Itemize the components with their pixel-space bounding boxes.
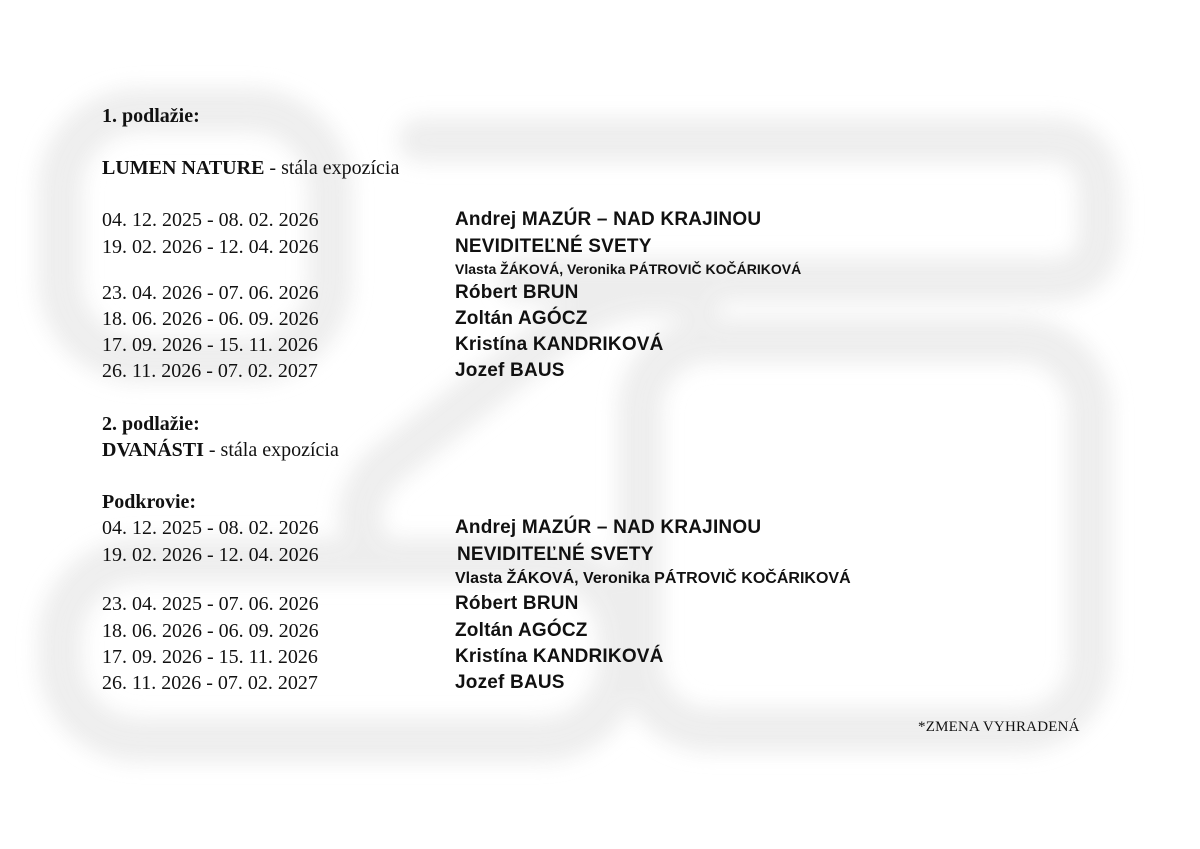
- floor1-permanent-title: LUMEN NATURE: [102, 157, 265, 179]
- schedule-dates: 18. 06. 2026 - 06. 09. 2026: [102, 308, 319, 330]
- exhibition-name: Róbert BRUN: [455, 282, 579, 303]
- floor2-heading: 2. podlažie:: [102, 413, 200, 435]
- schedule-dates: 04. 12. 2025 - 08. 02. 2026: [102, 517, 319, 539]
- exhibition-authors: Vlasta ŽÁKOVÁ, Veronika PÁTROVIČ KOČÁRIKOVÁ: [455, 261, 802, 277]
- schedule-dates: 04. 12. 2025 - 08. 02. 2026: [102, 209, 319, 231]
- floor2-permanent-title: DVANÁSTI: [102, 439, 204, 461]
- exhibition-name: Kristína KANDRIKOVÁ: [455, 334, 664, 355]
- schedule-dates: 19. 02. 2026 - 12. 04. 2026: [102, 544, 319, 566]
- exhibition-name: Zoltán AGÓCZ: [455, 308, 588, 329]
- footnote: *ZMENA VYHRADENÁ: [918, 719, 1080, 735]
- schedule-dates: 17. 09. 2026 - 15. 11. 2026: [102, 334, 318, 356]
- exhibition-name: Jozef BAUS: [455, 360, 565, 381]
- schedule-dates: 23. 04. 2026 - 07. 06. 2026: [102, 282, 319, 304]
- schedule-dates: 17. 09. 2026 - 15. 11. 2026: [102, 646, 318, 668]
- exhibition-name: Jozef BAUS: [455, 672, 565, 693]
- schedule-dates: 19. 02. 2026 - 12. 04. 2026: [102, 236, 319, 258]
- schedule-dates: 23. 04. 2025 - 07. 06. 2026: [102, 593, 319, 615]
- floor1-permanent: [102, 156, 399, 180]
- schedule-dates: 26. 11. 2026 - 07. 02. 2027: [102, 672, 318, 694]
- exhibition-name: Andrej MAZÚR – NAD KRAJINOU: [455, 517, 762, 538]
- floor1-heading: 1. podlažie:: [102, 105, 200, 127]
- exhibition-authors: Vlasta ŽÁKOVÁ, Veronika PÁTROVIČ KOČÁRIKOVÁ: [455, 570, 851, 587]
- attic-heading: Podkrovie:: [102, 491, 197, 513]
- exhibition-name: Kristína KANDRIKOVÁ: [455, 646, 664, 667]
- floor2-permanent: [102, 438, 339, 462]
- exhibition-name: Andrej MAZÚR – NAD KRAJINOU: [455, 209, 762, 230]
- exhibition-name: NEVIDITEĽNÉ SVETY: [457, 544, 654, 565]
- schedule-dates: 26. 11. 2026 - 07. 02. 2027: [102, 360, 318, 382]
- exhibition-name: Róbert BRUN: [455, 593, 579, 614]
- exhibition-name: Zoltán AGÓCZ: [455, 620, 588, 641]
- floor1-permanent-suffix: - stála expozícia: [264, 157, 400, 179]
- floor2-permanent-suffix: - stála expozícia: [203, 439, 339, 461]
- exhibition-name: NEVIDITEĽNÉ SVETY: [455, 236, 652, 257]
- schedule-dates: 18. 06. 2026 - 06. 09. 2026: [102, 620, 319, 642]
